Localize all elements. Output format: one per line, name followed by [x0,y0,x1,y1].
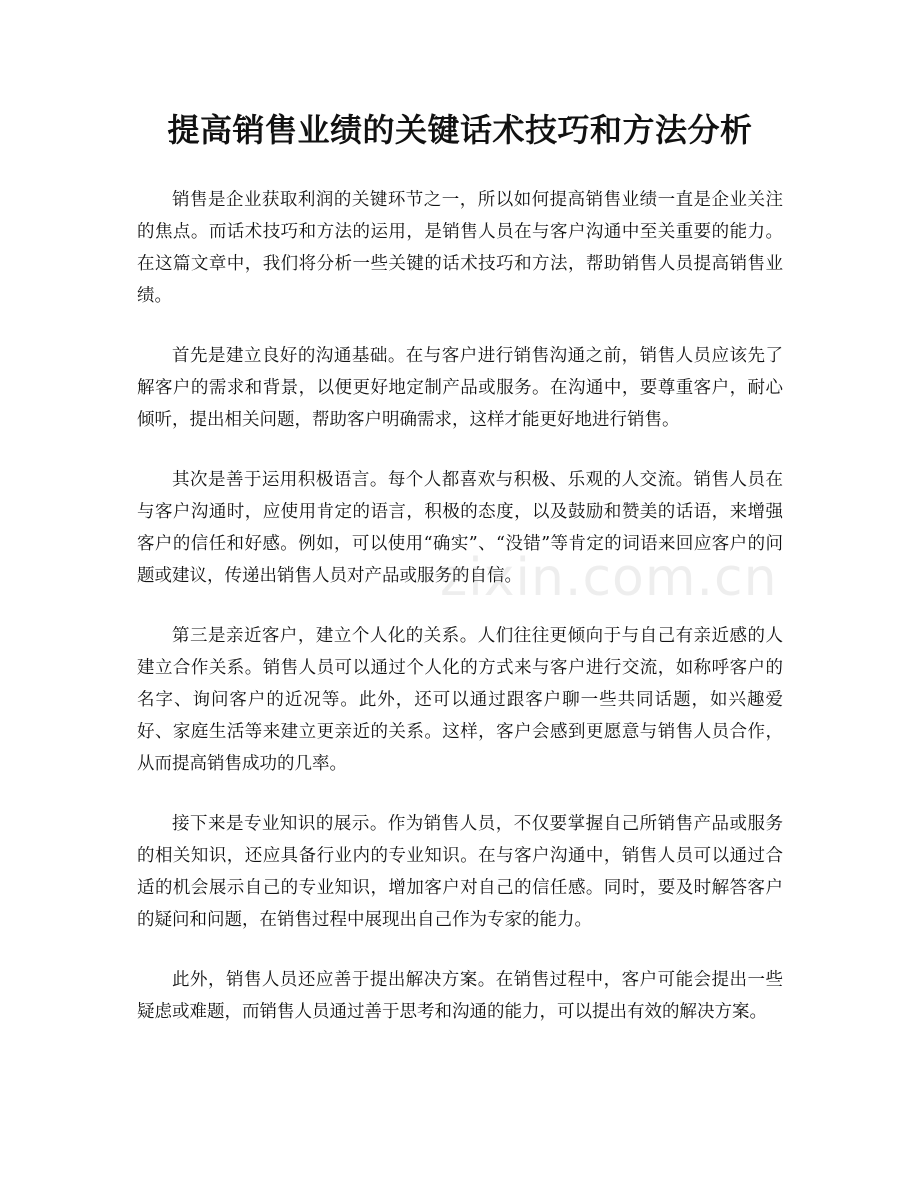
paragraph-solutions: 此外，销售人员还应善于提出解决方案。在销售过程中，客户可能会提出一些疑虑或难题，而销售人员通过善于思考和沟通的能力，可以提出有效的解决方案。 [137,970,783,1022]
watermark: zixin.com.cn [440,548,778,608]
document-body [137,184,783,1056]
paragraph-communication-basis: 首先是建立良好的沟通基础。在与客户进行销售沟通之前，销售人员应该先了解客户的需求和背景，以便更好地定制产品或服务。在沟通中，要尊重客户，耐心倾听，提出相关问题，帮助客户明确需求，这样才能更好地进行销售。 [137,346,783,430]
document-title: 提高销售业绩的关键话术技巧和方法分析 [167,111,753,149]
paragraph-personal-relationship: 第三是亲近客户，建立个人化的关系。人们往往更倾向于与自己有亲近感的人建立合作关系。销售人员可以通过个人化的方式来与客户进行交流，如称呼客户的名字、询问客户的近况等。此外，还可以通过跟客户聊一些共同话题，如兴趣爱好、家庭生活等来建立更亲近的关系。这样，客户会感到更愿意与销售人员合作，从而提高销售成功的几率。 [137,626,783,774]
paragraph-professional-knowledge: 接下来是专业知识的展示。作为销售人员，不仅要掌握自己所销售产品或服务的相关知识，还应具备行业内的专业知识。在与客户沟通中，销售人员可以通过合适的机会展示自己的专业知识，增加客户对自己的信任感。同时，要及时解答客户的疑问和问题，在销售过程中展现出自己作为专家的能力。 [137,814,783,930]
paragraph-intro: 销售是企业获取利润的关键环节之一，所以如何提高销售业绩一直是企业关注的焦点。而话术技巧和方法的运用，是销售人员在与客户沟通中至关重要的能力。在这篇文章中，我们将分析一些关键的话术技巧和方法，帮助销售人员提高销售业绩。 [137,190,783,306]
paragraph-positive-language: 其次是善于运用积极语言。每个人都喜欢与积极、乐观的人交流。销售人员在与客户沟通时，应使用肯定的语言，积极的态度，以及鼓励和赞美的话语，来增强客户的信任和好感。例如，可以使用“确实”、“没错”等肯定的词语来回应客户的问题或建议，传递出销售人员对产品或服务的自信。 [137,470,783,586]
